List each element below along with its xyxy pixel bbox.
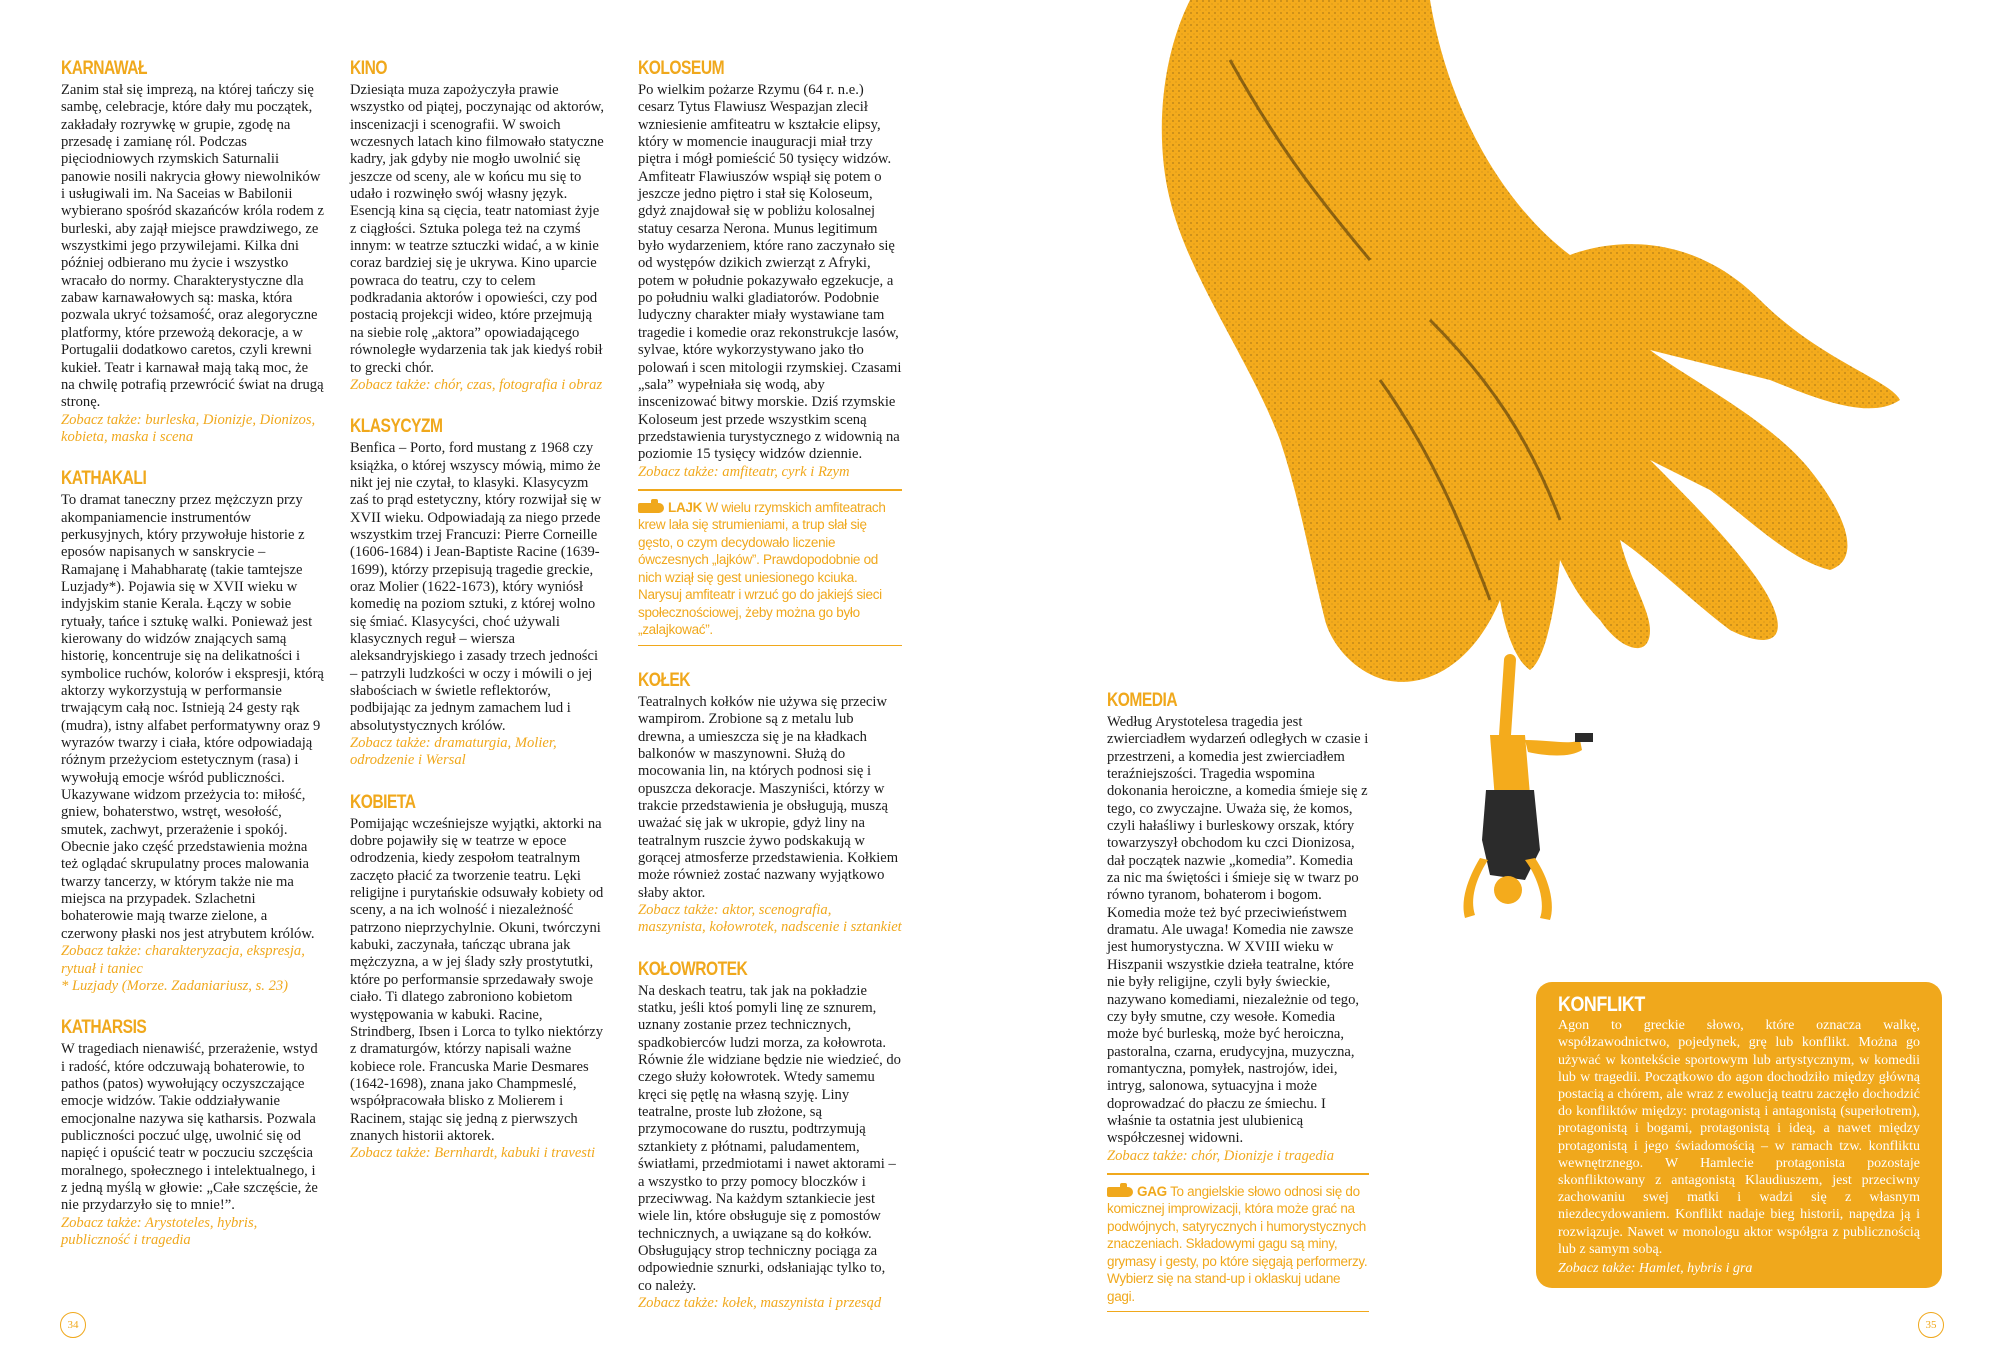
entry-title: KINO [350, 58, 387, 79]
entry-kino [350, 58, 605, 394]
entry-body: W tragediach nienawiść, przerażenie, wstyd i radość, które odczuwają bohaterowie, to pathos (patos) wywołujący oczyszczające emocje widzów. Takie oddziaływanie emocjonalne nazywa się katharsis. Pozwala publiczności poczuć ulgę, uwolnić się od napięć i opuścić teatr w poczuciu szczęścia moralnego, społecznego i intelektualnego, i z jedną myślą w głowie: „Całe szczęście, że nie przydarzyło się to mnie!”. [61, 1041, 318, 1214]
see-also: Zobacz także: Arystoteles, hybris, publiczność i tragedia [61, 1214, 258, 1248]
entry-title: KARNAWAŁ [61, 58, 148, 79]
entry-title: KLASYCYZM [350, 416, 443, 438]
konflikt-body: Agon to greckie słowo, które oznacza walkę, współzawodnictwo, pojedynek, grę lub konflikt. Można go używać w kontekście sportowym lub artystycznym, w komedii lub w tragedii. Początkowo do agon dochodziło między główną postacią a chórem, ale wraz z ewolucją teatru zaczęło dochodzić do konfliktów między: protagonistą i antagonistą (superłotrem), protagonistą i bogami, protagonistą i ideą, a nawet między protagonistą i jego świadomością – w ramach tzw. konfliktu wewnętrznego. W Hamlecie protagonista pozostaje skonfliktowany z antagonistą Klaudiuszem, jest przeciwny zachowaniu swej matki i wadzi się z własnym niezdecydowaniem. Konflikt nadaje bieg historii, napędza ją i rozwiązuje. Nawet w monologu aktor współgra z publicznością lub z samym sobą. [1558, 1018, 1920, 1257]
tip-text: W wielu rzymskich amfiteatrach krew lała się strumieniami, a trup słał się gęsto, o czym decydowało liczenie ówczesnych „lajków”. Prawdopodobnie od nich wziął się gest uniesionego kciuka. Narysuj amfiteatr i wrzuć go do jakiejś sieci społecznościowej, żeby można go było „zalajkować”. [638, 499, 886, 638]
entry-body: To dramat taneczny przez mężczyzn przy akompaniamencie instrumentów perkusyjnych, który przywołuje historie z eposów napisanych w sanskrycie – Ramajanę i Mahabharatę (takie tamtejsze Luzjady*). Pojawia się w XVII wieku w indyjskim stanie Kerala. Łączy w sobie rytuały, tańce i sztukę walki. Ponieważ jest kierowany do widzów znających samą historię, koncentruje się na delikatności i symbolice ruchów, kolorów i ekspresji, którą aktorzy wykorzystują w performansie trwającym całą noc. Istnieją 24 gesty rąk (mudra), istny alfabet performatywny oraz 9 wyrazów twarzy i ciała, które odpowiadają różnym przeżyciom estetycznym (rasa) i wywołują emocje wśród publiczności. Ukazywane widzom przeżycia to: miłość, gniew, bohaterstwo, wstręt, wesołość, smutek, zachwyt, przerażenie i spokój. Obecnie jako część przedstawienia można też oglądać skrupulatny proces malowania twarzy tancerzy, w którym także nie ma miejsca na przypadek. Szlachetni bohaterowie mają twarze zielone, a czerwony płaski nos jest atrybutem królów. [61, 492, 324, 942]
entry-body: Teatralnych kołków nie używa się przeciw wampirom. Zrobione są z metalu lub drewna, a umieszcza się je na kładkach balkonów w maszynowni. Służą do mocowania lin, na których podnosi się i opuszcza dekoracje. Maszyniści, którzy w trakcie przedstawienia je obsługują, muszą uważać się jak w ukropie, gdyż liny na teatralnym ruszcie żywo podskakują w gorącej atmosferze przedstawienia. Kołkiem może również zostać nazwany wyjątkowo słaby aktor. [638, 693, 899, 901]
see-also: Zobacz także: Hamlet, hybris i gra [1558, 1261, 1753, 1277]
see-also: Zobacz także: aktor, scenografia, maszynista, kołowrotek, nadscenie i sztankiet [638, 902, 902, 936]
entry-kolowrotek [638, 959, 902, 1313]
entry-kobieta [350, 792, 605, 1163]
tip-tag: GAG [1137, 1183, 1167, 1199]
hand-illustration [1130, 0, 1910, 940]
tip-text: To angielskie słowo odnosi się do komicznej improwizacji, która może grać na podwójnych, satyrycznych i humorystycznych znaczeniach. Składowymi gagu są miny, grymasy i gesty, po które sięgają performerzy. Wybierz się na stand-up i oklaskuj udane gagi. [1107, 1183, 1368, 1304]
konflikt-title: KONFLIKT [1558, 993, 1645, 1016]
entry-title: KOŁOWROTEK [638, 958, 748, 980]
see-also: Zobacz także: Bernhardt, kabuki i travesti [350, 1145, 596, 1162]
entry-title: KATHARSIS [61, 1017, 147, 1039]
entry-body: Pomijając wcześniejsze wyjątki, aktorki na dobre pojawiły się w teatrze w epoce odrodzenia, kiedy zespołom teatralnym zaczęto płacić za tworzenie teatru. Lęki religijne i purytańskie odsuwały kobiety od sceny, a na ich wolność i niezależność patrzono nieprzychylnie. Okuni, twórczyni kabuki, zaczynała, tańcząc ubrana jak mężczyzna, a w jej ślady szły prostytutki, które po performansie sprzedawały swoje ciało. Ti dlatego zabroniono kobietom występowania w kabuki. Racine, Strindberg, Ibsen i Lorca to tylko niektórzy z dramaturgów, którzy napisali ważne kobiece role. Francuska Marie Desmares (1642-1698), znana jako Champmeslé, współpracowała blisko z Molierem i Racinem, stając się jedną z pierwszych znanych historii aktorek. [350, 815, 604, 1144]
puppet-figure [1463, 660, 1593, 920]
entry-koloseum [638, 58, 902, 481]
see-also: Zobacz także: dramaturgia, Molier, odrodzenie i Wersal [350, 735, 557, 769]
entry-body: Benfica – Porto, ford mustang z 1968 czy książka, o której wszyscy mówią, mimo że nikt jej nie czytał, to klasyki. Klasycyzm zaś to prąd estetyczny, który rozwijał się w XVII wieku. Odpowiadają za niego przede wszystkim trzej Francuzi: Pierre Corneille (1606-1684) i Jean-Baptiste Racine (1639-1699), którzy przepisują tragedie greckie, oraz Molier (1622-1673), który wyniósł komedię na poziom sztuki, z której wolno się śmiać. Klasycyści, choć używali klasycznych reguł – wiersza aleksandryjskiego i zasady trzech jedności – patrzyli ludzkości w oczy i mówili o jej słabościach w świetle reflektorów, podbijając za jednym zamachem lud i absolutystycznych królów. [350, 440, 602, 734]
column-1 [61, 58, 325, 1271]
entry-body: Dziesiąta muza zapożyczyła prawie wszystko od piątej, poczynając od aktorów, inscenizacji i scenografii. W swoich wczesnych latach kino filmowało statyczne kadry, jak gdyby nie mogło uwolnić się jeszcze od sceny, ale w końcu mu się to udało i rozwinęło swój własny język. Esencją kina są cięcia, teatr natomiast żyje z ciągłości. Sztuka polega też na czymś innym: w teatrze sztuczki widać, a w kinie coraz bardziej się je ukrywa. Kino uparcie powraca do teatru, czy to celem podkradania aktorów i opowieści, czy pod postacią projekcji wideo, które przejmują na siebie rolę „aktora” opowiadającego równoległe wydarzenia tak jak kiedyś robił to grecki chór. [350, 82, 604, 376]
see-also: Zobacz także: chór, Dionizje i tragedia [1107, 1147, 1334, 1164]
page-number-left: 34 [60, 1312, 86, 1338]
entry-title: KOLOSEUM [638, 58, 725, 79]
entry-karnawal [61, 58, 325, 446]
see-also: Zobacz także: burleska, Dionizje, Dionizos, kobieta, maska i scena [61, 411, 316, 445]
entry-kolek [638, 670, 902, 937]
tip-tag: LAJK [668, 499, 703, 515]
entry-body: Zanim stał się imprezą, na której tańczy się sambę, celebracje, które dały mu początek, zakładały rozrywkę w grupie, zgodę na przesadę i zamianę ról. Podczas pięciodniowych rzymskich Saturnalii panowie nosili nakrycia głowy niewolników i usługiwali im. Na Saceias w Babilonii wybierano spośród skazańców króla rodem z burleski, aby zajął miejsce prawdziwego, ze wszystkimi jego przywilejami. Kilka dni później odbierano mu życie i wszystko wracało do normy. Charakterystyczne dla zabaw karnawałowych są: maska, która pozwala ukryć tożsamość, oraz alegoryczne platformy, które przewożą dekoracje, a w Portugalii dodatkowo caretos, czyli krewni kukieł. Teatr i karnawał mają taką moc, że na chwilę potrafią przewrócić świat na drugą stronę. [61, 82, 325, 411]
entry-title: KOMEDIA [1107, 690, 1178, 711]
tip-box-gag [1107, 1173, 1369, 1313]
entry-katharsis [61, 1017, 325, 1249]
entry-body: Po wielkim pożarze Rzymu (64 r. n.e.) cesarz Tytus Flawiusz Wespazjan zlecił wzniesienie amfiteatru w kształcie elipsy, który w momencie inauguracji miał trzy piętra i mógł pomieścić 50 tysięcy widzów. Amfiteatr Flawiuszów wspiął się potem o jeszcze jedno piętro i stał się Koloseum, gdyż znajdował się w pobliżu kolosalnej statuy cesarza Nerona. Munus legitimum było wydarzeniem, które rano zaczynało się od występów dzikich zwierząt z Afryki, potem w południe pokazywało egzekucje, a po południu walki gladiatorów. Podobnie ludyczny charakter miały wystawiane tam tragedie i komedie oraz rekonstrukcje lasów, sylvae, które wykorzystywano jako tło polowań i scen mitologii rzymskiej. Czasami „sala” wypełniała się wodą, aby inscenizować bitwy morskie. Dziś rzymskie Koloseum jest przede wszystkim sceną przedstawienia turystycznego z widownią na poziomie 15 tysięcy widzów dziennie. [638, 82, 902, 463]
entry-klasycyzm [350, 416, 605, 770]
konflikt-box [1536, 982, 1942, 1288]
entry-body: Na deskach teatru, tak jak na pokładzie statku, jeśli ktoś pomyli linę ze sznurem, uznany zostanie przez technicznych, spadkobierców ludzi morza, za kołowrota. Równie źle widziane będzie nie wiedzieć, do czego służy kołowrotek. Wtedy samemu kręci się pętlę na własną szyję. Liny teatralne, proste lub złożone, są przymocowane do rusztu, podtrzymują sztankiety z płótnami, paludamentem, światłami, przedmiotami i nawet aktorami – a wszystko to przy pomocy bloczków i przeciwwag. Na każdym sztankiecie jest wiele lin, które obsługuje się z pomostów technicznych, a uwiązane są do kołków. Obsługujący strop techniczny pociąga za odpowiednie sznurki, odsłaniając tylko to, co należy. [638, 982, 901, 1294]
see-also: Zobacz także: kołek, maszynista i przesąd [638, 1294, 882, 1311]
column-3 [638, 58, 902, 1334]
page-number-right: 35 [1918, 1312, 1944, 1338]
entry-title: KOBIETA [350, 791, 416, 813]
entry-title: KATHAKALI [61, 468, 147, 490]
hand-shape [1162, 0, 1900, 682]
entry-title: KOŁEK [638, 669, 691, 691]
entry-body: Według Arystotelesa tragedia jest zwierciadłem wydarzeń odległych w czasie i przestrzeni, a komedia jest zwierciadłem teraźniejszości. Tragedia wspomina dokonania heroiczne, a komedia śmieje się z tego, co zwyczajne. Uważa się, że komos, czyli hałaśliwy i burleskowy orszak, który towarzyszył obchodom ku czci Dionizosa, dał początek nazwie „komedia”. Komedia za nic ma świętości i śmieje się w twarz po równo tyranom, bohaterom i bogom. Komedia może też być przeciwieństwem dramatu. Ale uwaga! Komedia nie zawsze jest humorystyczna. W XVIII wieku w Hiszpanii wszystkie dzieła teatralne, które nie były religijne, czyli były świeckie, nazywano komediami, niezależnie od tego, czy były smutne, czy wesołe. Komedia może być burleską, może być heroiczna, pastoralna, czarna, erudycyjna, muzyczna, romantyczna, pomyłek, nastrojów, idei, intryg, salonowa, sytuacyjna i może doprowadzać do płaczu ze śmiechu. I właśnie ta ostatnia jest ulubienicą współczesnej widowni. [1107, 714, 1369, 1147]
pointing-hand-icon [638, 503, 664, 513]
see-also: Zobacz także: amfiteatr, cyrk i Rzym [638, 463, 850, 480]
see-also: Zobacz także: chór, czas, fotografia i obraz [350, 376, 603, 393]
footnote: * Luzjady (Morze. Zadaniariusz, s. 23) [61, 977, 289, 994]
see-also: Zobacz także: charakteryzacja, ekspresja, rytuał i taniec [61, 943, 305, 977]
column-2 [350, 58, 605, 1185]
tip-box-lajk [638, 489, 902, 646]
entry-kathakali [61, 468, 325, 995]
pointing-hand-icon [1107, 1187, 1133, 1197]
